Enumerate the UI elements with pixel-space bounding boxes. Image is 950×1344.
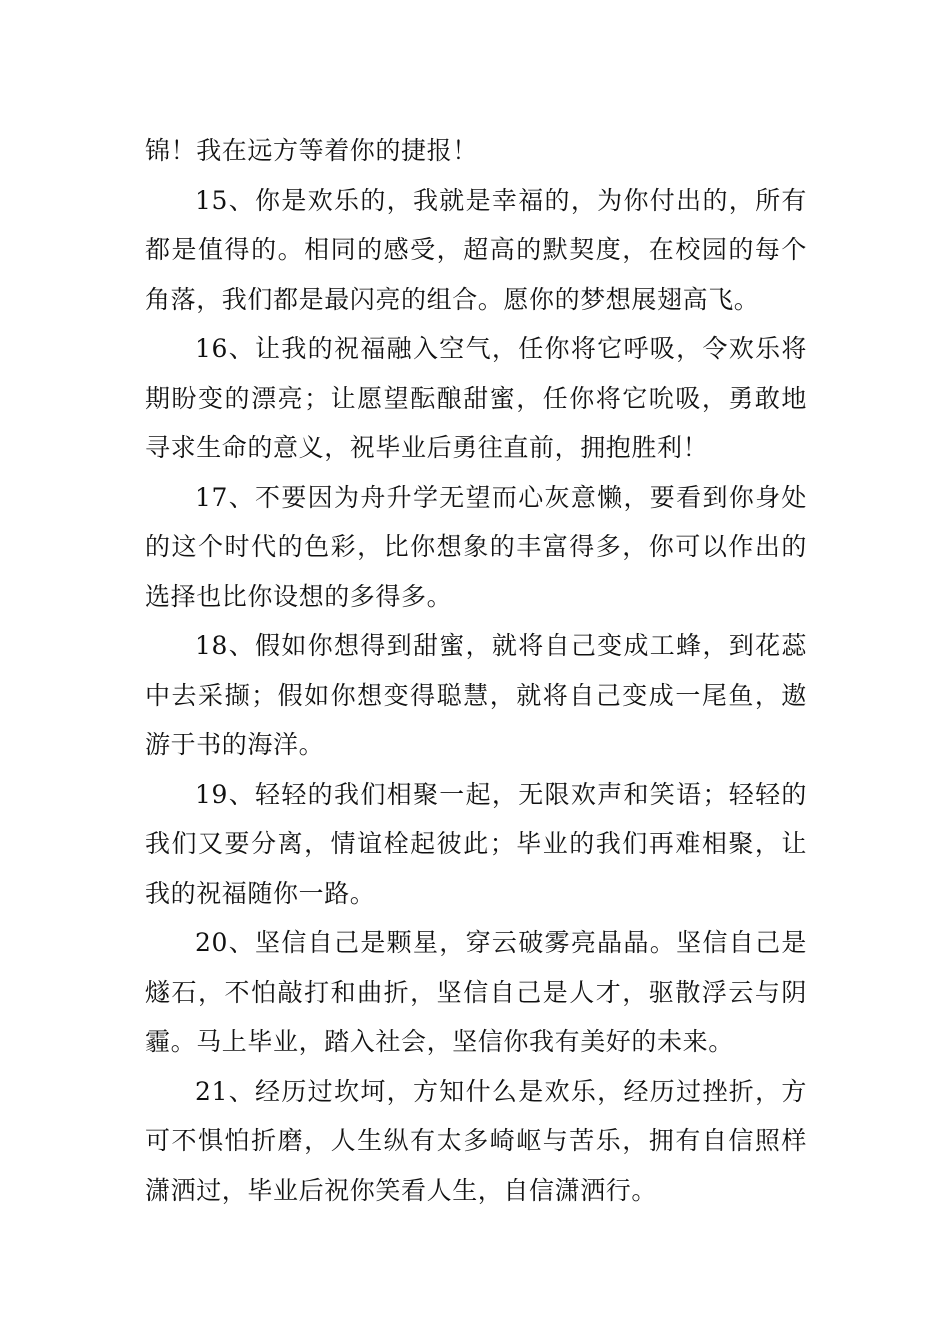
paragraph-15: 15、你是欢乐的，我就是幸福的，为你付出的，所有都是值得的。相同的感受，超高的默契度，在校园的每个角落，我们都是最闪亮的组合。愿你的梦想展翅高飞。 <box>145 185 807 314</box>
paragraph-21: 21、经历过坎坷，方知什么是欢乐，经历过挫折，方可不惧怕折磨，人生纵有太多崎岖与苦乐，拥有自信照样潇洒过，毕业后祝你笑看人生，自信潇洒行。 <box>145 1076 807 1205</box>
paragraph-continuation: 锦！我在远方等着你的捷报！ <box>145 136 478 165</box>
paragraph-18: 18、假如你想得到甜蜜，就将自己变成工蜂，到花蕊中去采撷；假如你想变得聪慧，就将自己变成一尾鱼，遨游于书的海洋。 <box>145 631 807 759</box>
paragraph-17: 17、不要因为舟升学无望而心灰意懒，要看到你身处的这个时代的色彩，比你想象的丰富得多，你可以作出的选择也比你设想的多得多。 <box>145 482 807 611</box>
paragraph-20: 20、坚信自己是颗星，穿云破雾亮晶晶。坚信自己是燧石，不怕敲打和曲折，坚信自己是人才，驱散浮云与阴霾。马上毕业，踏入社会，坚信你我有美好的未来。 <box>145 928 807 1056</box>
paragraph-19: 19、轻轻的我们相聚一起，无限欢声和笑语；轻轻的我们又要分离，情谊栓起彼此；毕业的我们再难相聚，让我的祝福随你一路。 <box>145 779 807 908</box>
paragraph-16: 16、让我的祝福融入空气，任你将它呼吸，令欢乐将期盼变的漂亮；让愿望酝酿甜蜜，任你将它吮吸，勇敢地寻求生命的意义，祝毕业后勇往直前，拥抱胜利！ <box>145 334 807 462</box>
document-body <box>145 126 807 1215</box>
